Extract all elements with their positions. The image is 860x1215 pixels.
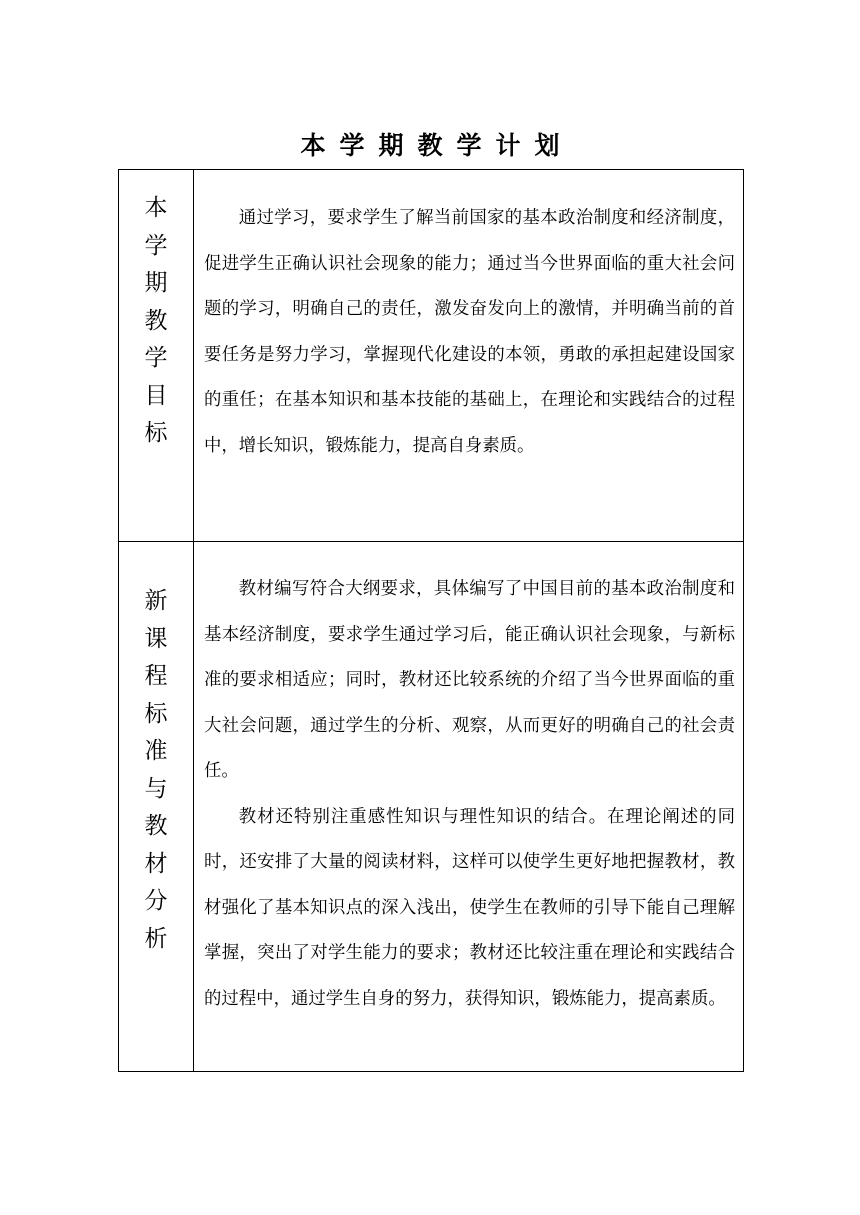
row-content-cell bbox=[194, 542, 744, 1072]
row-label-cell bbox=[119, 170, 194, 542]
table-row bbox=[119, 170, 744, 542]
table-row bbox=[119, 542, 744, 1072]
row-label-goals: 本学期教学目标 bbox=[144, 195, 168, 446]
paragraph: 教材还特别注重感性知识与理性知识的结合。在理论阐述的同时，还安排了大量的阅读材料，这样可以使学生更好地把握教材，教材强化了基本知识点的深入浅出，使学生在教师的引导下能自己理解掌握，突出了对学生能力的要求；教材还比较注重在理论和实践结合的过程中，通过学生自身的努力，获得知识，锻炼能力，提高素质。 bbox=[204, 806, 735, 1009]
row-label-analysis: 新课程标准与教材分析 bbox=[144, 588, 168, 952]
row-label-cell bbox=[119, 542, 194, 1072]
plan-table bbox=[118, 169, 744, 1072]
row-content-cell bbox=[194, 170, 744, 542]
page-title: 本学期教学计划 bbox=[300, 131, 574, 160]
paragraph: 教材编写符合大纲要求，具体编写了中国目前的基本政治制度和基本经济制度，要求学生通过学习后，能正确认识社会现象，与新标准的要求相适应；同时，教材还比较系统的介绍了当今世界面临的重大社会问题，通过学生的分析、观察，从而更好的明确自己的社会责任。 bbox=[204, 579, 735, 781]
paragraph: 通过学习，要求学生了解当前国家的基本政治制度和经济制度，促进学生正确认识社会现象的能力；通过当今世界面临的重大社会问题的学习，明确自己的责任，激发奋发向上的激情，并明确当前的首要任务是努力学习，掌握现代化建设的本领，勇敢的承担起建设国家的重任；在基本知识和基本技能的基础上，在理论和实践结合的过程中，增长知识，锻炼能力，提高自身素质。 bbox=[204, 208, 735, 456]
